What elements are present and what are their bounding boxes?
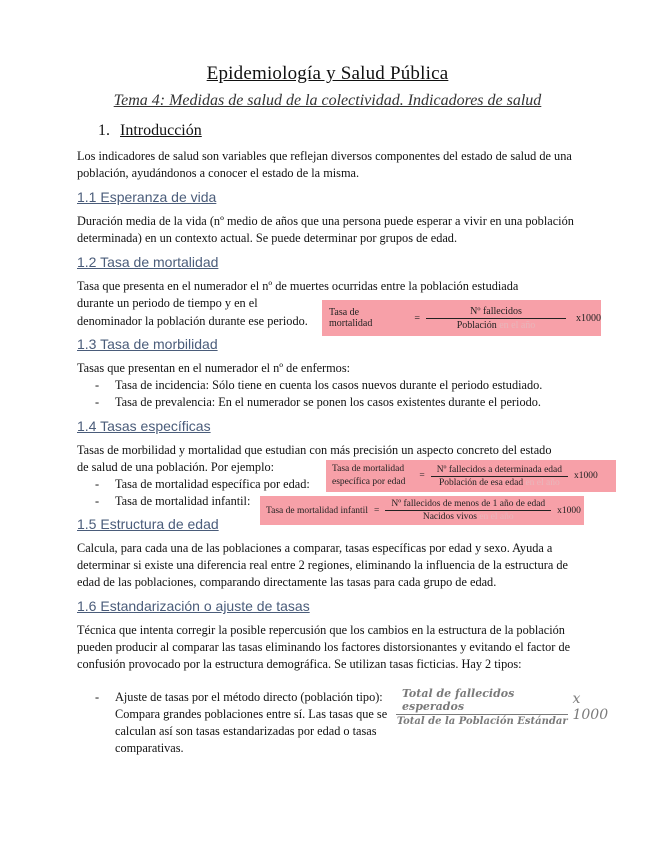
formula-mortalidad-infantil [260, 496, 584, 525]
formula-denominator: Total de la Población Estándar [396, 716, 568, 727]
document-title: Epidemiología y Salud Pública [206, 63, 449, 84]
mortalidad-line-2: durante un periodo de tiempo y en el [77, 296, 258, 310]
list-item-text: Tasa de mortalidad infantil: [115, 494, 251, 508]
morbilidad-intro: Tasas que presentan en el numerador el nº de enfermos: [77, 361, 351, 375]
formula-label: Tasa de mortalidad específica por edad [332, 464, 406, 487]
formula-equals: = [373, 505, 380, 516]
list-item-text: Ajuste de tasas por el método directo (población tipo): Compara grandes poblaciones entre sí. Las tasas que se calculan así son tasas estandarizadas por edad o tasas comparativas. [115, 690, 388, 755]
heading-estructura-edad: 1.5 Estructura de edad [77, 516, 219, 532]
mortalidad-line-3: denominador la población durante ese periodo. [77, 314, 308, 328]
formula-mortalidad-edad [326, 460, 616, 492]
bullet-dash: - [95, 477, 100, 491]
mortalidad-line-1: Tasa que presenta en el numerador el nº de muertes ocurridas entre la población estudiada [77, 279, 519, 293]
section-number: 1. [98, 122, 110, 139]
list-item-text: Tasa de prevalencia: En el numerador se ponen los casos existentes durante el periodo. [115, 395, 541, 409]
formula-ghost-text: en el año [525, 477, 560, 488]
formula-ghost-text: en el año [479, 512, 514, 522]
formula-fraction [426, 306, 566, 331]
formula-label: Tasa de mortalidad [329, 307, 373, 329]
heading-tasa-mortalidad: 1.2 Tasa de mortalidad [77, 254, 219, 270]
formula-multiplier: x 1000 [572, 691, 609, 723]
heading-tasa-morbilidad: 1.3 Tasa de morbilidad [77, 336, 218, 352]
formula-multiplier: x1000 [557, 505, 581, 516]
formula-numerator: Nº fallecidos de menos de 1 año de edad [385, 499, 551, 511]
formula-estandarizacion [396, 687, 616, 727]
bullet-dash: - [95, 378, 100, 392]
heading-estandarizacion: 1.6 Estandarización o ajuste de tasas [77, 598, 310, 614]
formula-numerator: Nº fallecidos [426, 306, 566, 319]
formula-equals: = [414, 312, 420, 324]
formula-multiplier: x1000 [576, 312, 601, 324]
formula-denominator: Población de esa edad en el año [438, 477, 560, 488]
formula-numerator: Nº fallecidos a determinada edad [431, 465, 568, 477]
bullet-dash: - [95, 395, 100, 409]
heading-tasas-especificas: 1.4 Tasas específicas [77, 418, 211, 434]
intro-paragraph: Los indicadores de salud son variables que reflejan diversos componentes del estado de salud de una población, ayudándonos a conocer el estado de la misma. [77, 149, 572, 180]
formula-label: Tasa de mortalidad infantil [266, 505, 368, 516]
especificas-line-2: de salud de una población. Por ejemplo: [77, 460, 275, 474]
esperanza-paragraph: Duración media de la vida (nº medio de años que una persona puede esperar a vivir en una población determinada) en un contexto actual. Se puede determinar por grupos de edad. [77, 214, 574, 245]
formula-equals: = [419, 471, 425, 481]
formula-fraction [385, 499, 551, 522]
bullet-dash: - [95, 690, 100, 704]
formula-mortalidad [322, 300, 601, 336]
bullet-dash: - [95, 494, 100, 508]
formula-numerator: Total de fallecidos esperados [396, 687, 568, 715]
section-heading-intro [98, 122, 202, 140]
formula-fraction [431, 465, 568, 488]
document-subtitle: Tema 4: Medidas de salud de la colectividad. Indicadores de salud [113, 92, 542, 109]
formula-multiplier: x1000 [574, 471, 598, 481]
list-item-text: Tasa de mortalidad específica por edad: [115, 477, 310, 491]
list-item-text: Tasa de incidencia: Sólo tiene en cuenta los casos nuevos durante el periodo estudiado. [115, 378, 543, 392]
formula-ghost-text: en el año [499, 319, 536, 331]
formula-denominator: Nacidos vivos en el año [422, 512, 514, 522]
heading-esperanza-vida: 1.1 Esperanza de vida [77, 189, 217, 205]
especificas-line-1: Tasas de morbilidad y mortalidad que estudian con más precisión un aspecto concreto del estado [77, 443, 552, 457]
formula-denominator: Población en el año [456, 319, 536, 331]
section-title: Introducción [120, 122, 202, 139]
formula-fraction [396, 687, 568, 727]
estructura-paragraph: Calcula, para cada una de las poblaciones a comparar, tasas específicas por edad y sexo. Ayuda a determinar si existe una diferencia real entre 2 regiones, eliminando la influencia de la estructura de edad de las poblaciones, comparando directamente las tasas para cada grupo de edad. [77, 541, 568, 589]
estandarizacion-paragraph: Técnica que intenta corregir la posible repercusión que los cambios en la estructura de la población pueden producir al comparar las tasas eliminando los factores distorsionantes y evitando el factor de confusión provocado por la estructura demográfica. Se utilizan tasas ficticias. Hay 2 tipos: [77, 623, 571, 671]
